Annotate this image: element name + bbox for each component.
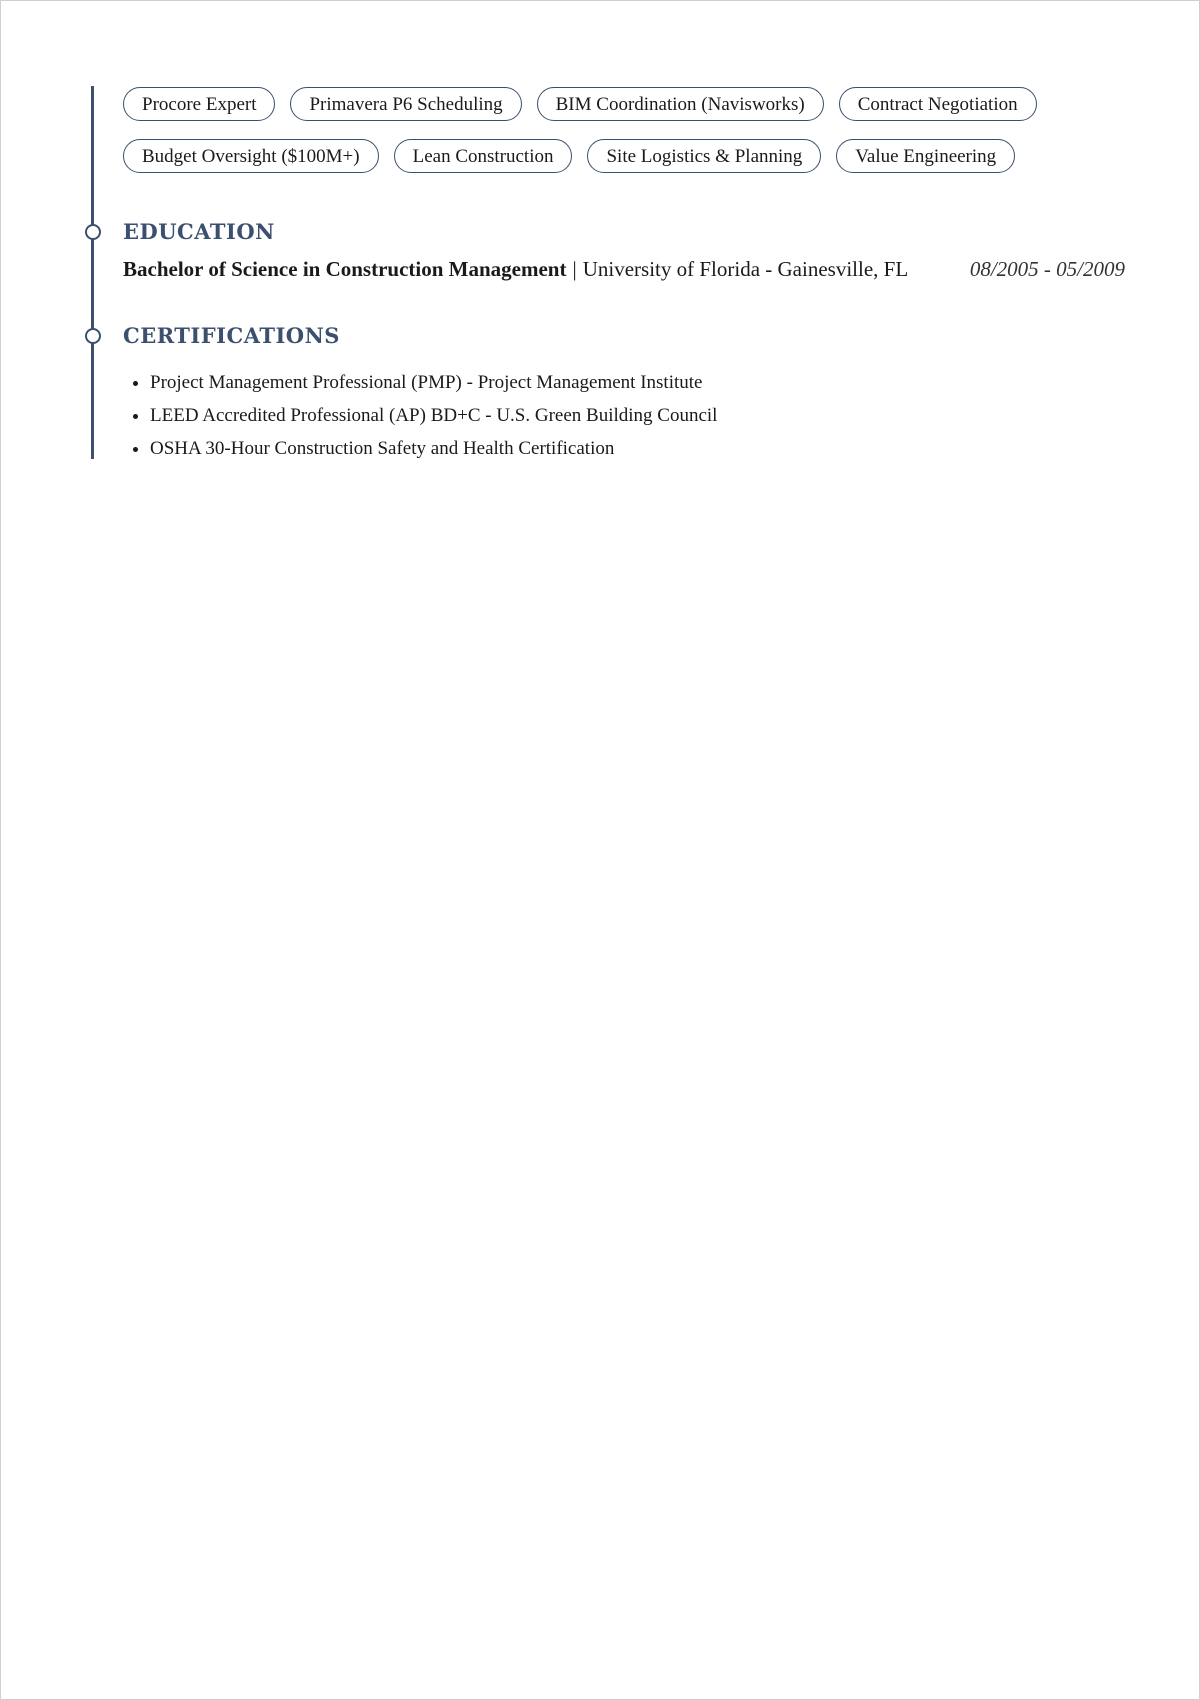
certifications-heading: CERTIFICATIONS: [123, 323, 340, 348]
education-separator: |: [572, 257, 577, 281]
skill-chip: Procore Expert: [123, 87, 275, 121]
certifications-list: [123, 366, 717, 465]
skill-chip: Value Engineering: [836, 139, 1015, 173]
skill-chip: Primavera P6 Scheduling: [290, 87, 521, 121]
skills-chip-list: [123, 87, 1123, 173]
education-school: University of Florida - Gainesville, FL: [582, 257, 909, 281]
skill-chip: Site Logistics & Planning: [587, 139, 821, 173]
education-entry: [123, 257, 1125, 282]
skill-chip: Lean Construction: [394, 139, 573, 173]
resume-content: [123, 87, 1125, 459]
education-heading: EDUCATION: [123, 219, 275, 244]
certification-item: • LEED Accredited Professional (AP) BD+C - U.S. Green Building Council: [150, 399, 717, 432]
skill-chip: BIM Coordination (Navisworks): [537, 87, 824, 121]
education-degree: Bachelor of Science in Construction Management: [123, 257, 567, 281]
education-timeline-node: [85, 224, 101, 240]
education-dates: 08/2005 - 05/2009: [969, 257, 1125, 281]
certifications-timeline-node: [85, 328, 101, 344]
timeline-line: [91, 86, 94, 459]
certification-item: • OSHA 30-Hour Construction Safety and Health Certification: [150, 432, 717, 465]
certification-item: • Project Management Professional (PMP) - Project Management Institute: [150, 366, 717, 399]
skill-chip: Contract Negotiation: [839, 87, 1037, 121]
skill-chip: Budget Oversight ($100M+): [123, 139, 379, 173]
